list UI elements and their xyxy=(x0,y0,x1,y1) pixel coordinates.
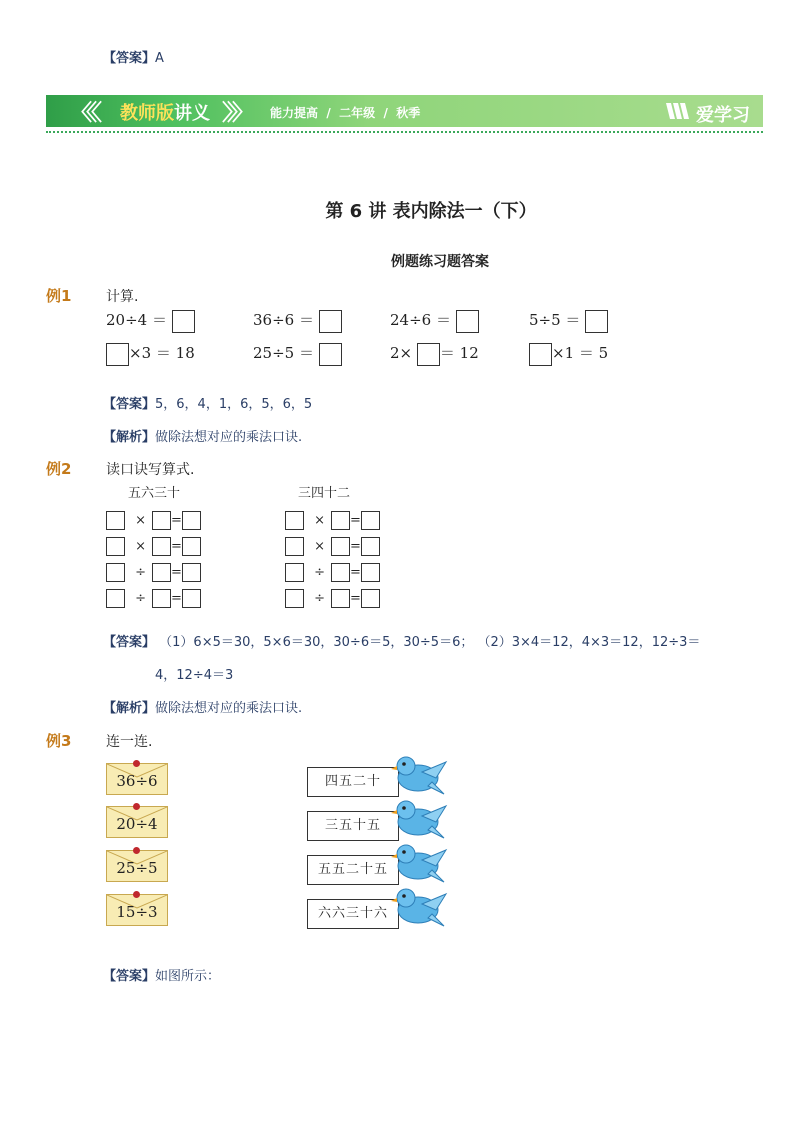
logo-icon xyxy=(664,99,694,127)
ex3-answer-text: 如图所示： xyxy=(155,969,221,984)
ex2-left-op: × xyxy=(135,513,147,528)
ex2-right-rhyme: 三四十二 xyxy=(298,486,351,501)
ex2-answer xyxy=(103,631,743,650)
ex1-q5 xyxy=(106,342,195,366)
ex2-prompt: 读口诀写算式. xyxy=(106,462,195,478)
seal-icon xyxy=(133,760,140,767)
answer-box[interactable] xyxy=(182,563,201,582)
answer-box[interactable] xyxy=(529,343,552,366)
rhyme-card[interactable]: 六六三十六 xyxy=(307,899,399,929)
envelope-expr: 20÷4 xyxy=(116,815,158,833)
envelope-card[interactable] xyxy=(106,850,168,882)
ex1-q3-text: 24÷6 ＝ xyxy=(390,311,451,329)
ex1-q6-text: 25÷5 ＝ xyxy=(253,344,314,362)
answer-box[interactable] xyxy=(361,537,380,556)
ex1-analysis-text: 做除法想对应的乘法口诀. xyxy=(155,430,303,445)
ex1-q8 xyxy=(529,342,608,366)
ex3-prompt: 连一连. xyxy=(106,734,153,750)
ex2-eq: = xyxy=(350,513,361,528)
answer-box[interactable] xyxy=(331,589,350,608)
logo-text: 爱学习 xyxy=(696,105,750,126)
answer-box[interactable] xyxy=(331,563,350,582)
ex2-left-row xyxy=(106,534,201,560)
ex2-eq: = xyxy=(171,513,182,528)
ex1-q3 xyxy=(390,309,479,333)
answer-box[interactable] xyxy=(152,537,171,556)
answer-box[interactable] xyxy=(331,511,350,530)
envelope-expr: 15÷3 xyxy=(116,903,158,921)
answer-box[interactable] xyxy=(152,589,171,608)
chevron-left-icon: 〈〈〈 xyxy=(70,101,97,126)
answer-box[interactable] xyxy=(172,310,195,333)
banner-sep2: / xyxy=(383,106,388,120)
prev-answer-value: A xyxy=(155,51,164,66)
ex2-right-op: × xyxy=(314,513,326,528)
ex2-right-row xyxy=(285,534,380,560)
bird-icon xyxy=(388,838,450,888)
answer-box[interactable] xyxy=(285,589,304,608)
ex1-prompt: 计算. xyxy=(106,289,139,305)
banner-divider xyxy=(46,131,763,133)
envelope-card[interactable] xyxy=(106,763,168,795)
ex1-q4 xyxy=(529,309,608,333)
ex2-right-row xyxy=(285,586,380,612)
ex2-right-op: ÷ xyxy=(314,565,326,580)
banner-title xyxy=(120,99,210,125)
ex2-right-row xyxy=(285,560,380,586)
ex1-q7-text: 2× xyxy=(390,344,413,362)
envelope-expr: 25÷5 xyxy=(116,859,158,877)
ex1-q5-text: ×3 ＝ 18 xyxy=(129,344,195,362)
envelope-card[interactable] xyxy=(106,894,168,926)
answer-box[interactable] xyxy=(106,537,125,556)
ex2-left-grid xyxy=(106,508,201,612)
ex2-analysis xyxy=(103,697,302,716)
ex2-label: 例2 xyxy=(46,460,72,478)
ex1-q2-text: 36÷6 ＝ xyxy=(253,311,314,329)
ex1-q1 xyxy=(106,309,195,333)
rhyme-card[interactable]: 四五二十 xyxy=(307,767,399,797)
answer-box[interactable] xyxy=(285,511,304,530)
envelope-expr: 36÷6 xyxy=(116,772,158,790)
ex1-q7 xyxy=(390,342,479,366)
ex2-eq: = xyxy=(171,591,182,606)
ex1-label: 例1 xyxy=(46,287,72,305)
ex3-answer-label: 【答案】 xyxy=(103,969,156,984)
ex2-analysis-label: 【解析】 xyxy=(103,701,156,716)
ex2-answer-label: 【答案】 xyxy=(103,635,156,650)
lecture-title: 第 6 讲 表内除法一（下） xyxy=(325,201,537,222)
ex2-answer-line1: （1）6×5＝30，5×6＝30，30÷6＝5，30÷5＝6； （2）3×4＝12，4×3＝12，12÷3＝ xyxy=(159,635,701,650)
ex2-eq: = xyxy=(350,539,361,554)
banner-sub3: 秋季 xyxy=(396,106,421,120)
ex2-right-op: ÷ xyxy=(314,591,326,606)
ex2-analysis-text: 做除法想对应的乘法口诀. xyxy=(155,701,303,716)
answer-box[interactable] xyxy=(331,537,350,556)
ex2-left-row xyxy=(106,560,201,586)
answer-box[interactable] xyxy=(182,511,201,530)
answer-box[interactable] xyxy=(456,310,479,333)
answer-box[interactable] xyxy=(361,511,380,530)
answer-box[interactable] xyxy=(361,589,380,608)
banner-sub1: 能力提高 xyxy=(270,106,319,120)
ex1-q6 xyxy=(253,342,342,366)
answer-box[interactable] xyxy=(182,537,201,556)
prev-answer xyxy=(103,47,164,66)
ex1-q8-text: ×1 ＝ 5 xyxy=(552,344,609,362)
ex2-left-op: ÷ xyxy=(135,591,147,606)
prev-answer-label: 【答案】 xyxy=(103,51,156,66)
ex1-q7-text2: ＝ 12 xyxy=(439,344,479,362)
section-title: 例题练习题答案 xyxy=(391,254,489,270)
ex2-eq: = xyxy=(171,565,182,580)
ex1-analysis xyxy=(103,426,302,445)
answer-box[interactable] xyxy=(417,343,440,366)
answer-box[interactable] xyxy=(152,511,171,530)
ex1-q1-text: 20÷4 ＝ xyxy=(106,311,167,329)
ex3-answer xyxy=(103,965,220,984)
answer-box[interactable] xyxy=(106,563,125,582)
ex1-answer-text: 5，6，4，1，6，5，6，5 xyxy=(155,397,313,412)
banner-title-part1: 教师版 xyxy=(120,103,174,124)
answer-box[interactable] xyxy=(152,563,171,582)
answer-box[interactable] xyxy=(106,589,125,608)
answer-box[interactable] xyxy=(585,310,608,333)
banner-sub2: 二年级 xyxy=(339,106,376,120)
answer-box[interactable] xyxy=(182,589,201,608)
ex2-answer-line2: 4，12÷4＝3 xyxy=(155,668,234,683)
ex2-left-row xyxy=(106,508,201,534)
envelope-card[interactable] xyxy=(106,806,168,838)
ex2-eq: = xyxy=(350,591,361,606)
answer-box[interactable] xyxy=(106,511,125,530)
bird-icon xyxy=(388,794,450,844)
rhyme-card[interactable]: 三五十五 xyxy=(307,811,399,841)
ex1-answer-label: 【答案】 xyxy=(103,397,156,412)
ex2-eq: = xyxy=(350,565,361,580)
ex1-analysis-label: 【解析】 xyxy=(103,430,156,445)
ex2-left-op: ÷ xyxy=(135,565,147,580)
ex2-left-rhyme: 五六三十 xyxy=(128,486,181,501)
ex1-q4-text: 5÷5 ＝ xyxy=(529,311,581,329)
seal-icon xyxy=(133,803,140,810)
ex2-left-op: × xyxy=(135,539,147,554)
ex1-answer xyxy=(103,393,312,412)
banner-subtitle xyxy=(270,104,420,121)
answer-box[interactable] xyxy=(285,537,304,556)
ex2-eq: = xyxy=(171,539,182,554)
ex2-right-grid xyxy=(285,508,380,612)
bird-icon xyxy=(388,882,450,932)
answer-box[interactable] xyxy=(106,343,129,366)
bird-icon xyxy=(388,750,450,800)
ex2-left-row xyxy=(106,586,201,612)
answer-box[interactable] xyxy=(285,563,304,582)
answer-box[interactable] xyxy=(319,343,342,366)
ex2-right-row xyxy=(285,508,380,534)
ex3-label: 例3 xyxy=(46,732,72,750)
answer-box[interactable] xyxy=(319,310,342,333)
ex2-right-op: × xyxy=(314,539,326,554)
banner-sep1: / xyxy=(326,106,331,120)
chevron-right-icon: 〉〉〉 xyxy=(222,101,249,126)
rhyme-card[interactable]: 五五二十五 xyxy=(307,855,399,885)
seal-icon xyxy=(133,847,140,854)
banner-title-part2: 讲义 xyxy=(174,103,210,124)
ex1-q2 xyxy=(253,309,342,333)
answer-box[interactable] xyxy=(361,563,380,582)
seal-icon xyxy=(133,891,140,898)
